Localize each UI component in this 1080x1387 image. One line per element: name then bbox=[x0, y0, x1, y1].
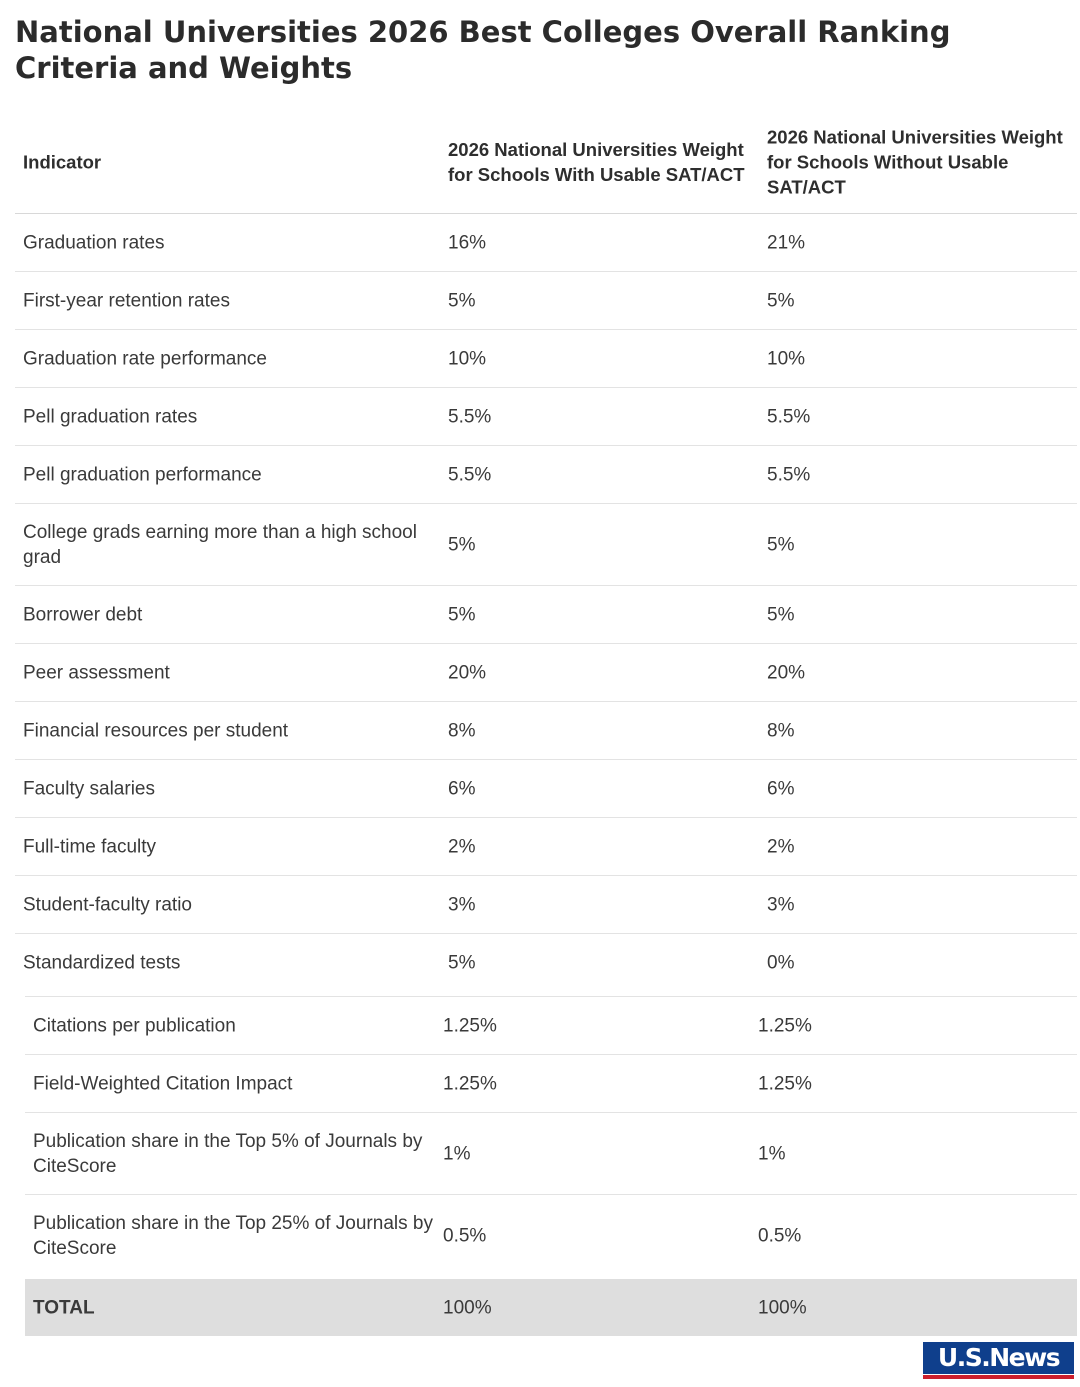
table-row bbox=[15, 934, 1077, 991]
weight-without-sat-cell: 5% bbox=[767, 290, 795, 311]
indicator-cell: Pell graduation performance bbox=[23, 464, 262, 485]
indicator-cell: Graduation rate performance bbox=[23, 348, 267, 369]
weight-without-sat-cell: 3% bbox=[767, 894, 795, 915]
indicator-cell: Full-time faculty bbox=[23, 836, 157, 857]
weight-without-sat-cell: 8% bbox=[767, 720, 795, 741]
ranking-criteria-table bbox=[15, 110, 1077, 1336]
table-row bbox=[15, 330, 1077, 388]
total-label: TOTAL bbox=[33, 1297, 95, 1318]
table-row bbox=[15, 214, 1077, 272]
indicator-cell: Standardized tests bbox=[23, 952, 181, 973]
total-with-sat: 100% bbox=[443, 1297, 492, 1318]
weight-with-sat-cell: 5.5% bbox=[448, 464, 492, 485]
indicator-cell: Graduation rates bbox=[23, 232, 165, 253]
indicator-cell: Financial resources per student bbox=[23, 720, 289, 741]
table-row bbox=[15, 272, 1077, 330]
total-row bbox=[25, 1279, 1077, 1336]
weight-with-sat-cell: 5% bbox=[448, 952, 476, 973]
weight-with-sat-cell: 20% bbox=[448, 662, 487, 683]
table-row bbox=[15, 876, 1077, 934]
weight-without-sat-cell: 6% bbox=[767, 778, 795, 799]
indicator-cell: First-year retention rates bbox=[23, 290, 230, 311]
table-row bbox=[15, 760, 1077, 818]
sub-table-row bbox=[25, 996, 1077, 1055]
indicator-cell: Peer assessment bbox=[23, 662, 170, 683]
weight-without-sat-cell: 21% bbox=[767, 232, 806, 253]
header-weight-without-sat: 2026 National Universities Weight for Schools Without Usable SAT/ACT bbox=[767, 126, 1063, 197]
table-row bbox=[15, 644, 1077, 702]
weight-with-sat-cell: 2% bbox=[448, 836, 476, 857]
weight-without-sat-cell: 10% bbox=[767, 348, 806, 369]
indicator-cell: Pell graduation rates bbox=[23, 406, 198, 427]
table-row bbox=[15, 702, 1077, 760]
weight-with-sat-cell: 0.5% bbox=[443, 1225, 487, 1246]
weight-without-sat-cell: 0% bbox=[767, 952, 795, 973]
sub-indicator-cell: Publication share in the Top 25% of Journals by CiteScore bbox=[33, 1212, 433, 1259]
weight-with-sat-cell: 10% bbox=[448, 348, 487, 369]
weight-without-sat-cell: 5.5% bbox=[767, 464, 811, 485]
sub-table-row bbox=[25, 1195, 1077, 1276]
weight-with-sat-cell: 5% bbox=[448, 534, 476, 555]
weight-with-sat-cell: 3% bbox=[448, 894, 476, 915]
weight-with-sat-cell: 8% bbox=[448, 720, 476, 741]
table-header-row bbox=[15, 110, 1077, 214]
weight-without-sat-cell: 5% bbox=[767, 604, 795, 625]
weight-with-sat-cell: 1.25% bbox=[443, 1073, 497, 1094]
weight-with-sat-cell: 1.25% bbox=[443, 1015, 497, 1036]
total-without-sat: 100% bbox=[758, 1297, 807, 1318]
weight-with-sat-cell: 1% bbox=[443, 1143, 471, 1164]
sub-indicator-cell: Publication share in the Top 5% of Journals by CiteScore bbox=[33, 1130, 423, 1177]
weight-with-sat-cell: 5% bbox=[448, 604, 476, 625]
weight-without-sat-cell: 0.5% bbox=[758, 1225, 802, 1246]
table-row bbox=[15, 388, 1077, 446]
indicator-cell: Student-faculty ratio bbox=[23, 894, 192, 915]
table-row bbox=[15, 504, 1077, 586]
indicator-cell: Borrower debt bbox=[23, 604, 143, 625]
weight-without-sat-cell: 20% bbox=[767, 662, 806, 683]
indicator-cell: College grads earning more than a high school grad bbox=[23, 521, 417, 568]
logo-wordmark: U.S.News bbox=[923, 1342, 1074, 1374]
header-weight-with-sat: 2026 National Universities Weight for Schools With Usable SAT/ACT bbox=[448, 138, 745, 185]
weight-without-sat-cell: 5.5% bbox=[767, 406, 811, 427]
weight-with-sat-cell: 5% bbox=[448, 290, 476, 311]
sub-indicator-cell: Citations per publication bbox=[33, 1015, 236, 1036]
weight-with-sat-cell: 6% bbox=[448, 778, 476, 799]
header-indicator: Indicator bbox=[23, 151, 102, 172]
weight-without-sat-cell: 1.25% bbox=[758, 1015, 812, 1036]
table-row bbox=[15, 446, 1077, 504]
weight-without-sat-cell: 1% bbox=[758, 1143, 786, 1164]
usnews-logo bbox=[923, 1342, 1074, 1380]
table-row bbox=[15, 818, 1077, 876]
weight-without-sat-cell: 2% bbox=[767, 836, 795, 857]
page-title: National Universities 2026 Best Colleges Overall Ranking Criteria and Weights bbox=[15, 15, 951, 85]
weight-with-sat-cell: 16% bbox=[448, 232, 487, 253]
sub-indicator-cell: Field-Weighted Citation Impact bbox=[33, 1073, 293, 1094]
weight-with-sat-cell: 5.5% bbox=[448, 406, 492, 427]
logo-accent-bar bbox=[923, 1375, 1074, 1379]
sub-table-row bbox=[25, 1055, 1077, 1113]
indicator-cell: Faculty salaries bbox=[23, 778, 155, 799]
weight-without-sat-cell: 1.25% bbox=[758, 1073, 812, 1094]
weight-without-sat-cell: 5% bbox=[767, 534, 795, 555]
sub-table-row bbox=[25, 1113, 1077, 1195]
table-row bbox=[15, 586, 1077, 644]
